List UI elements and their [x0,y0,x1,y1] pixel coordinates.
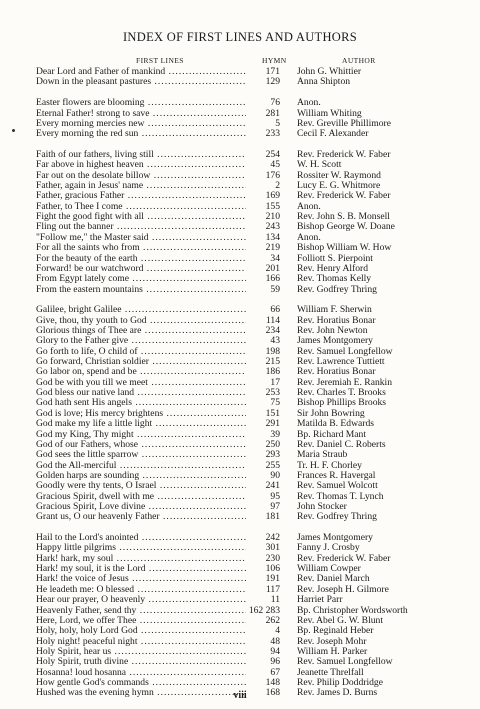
author-name: Anon. [297,200,321,212]
first-line: For the beauty of the earth ..... [36,254,246,264]
index-row [0,347,480,357]
hymn-number: 169 [265,190,280,202]
author-name: Bishop George W. Doane [297,221,395,233]
hymn-number: 94 [270,645,280,657]
index-row [0,191,480,201]
author-name: James Montgomery [297,335,373,347]
index-row [0,430,480,440]
index-group [0,98,480,139]
index-row [0,533,480,543]
author-name: Rev. Frederick W. Faber [297,190,391,202]
hymn-number: 95 [270,490,280,502]
first-line: How gentle God's commands ..... [36,678,246,688]
first-line: God hath sent His angels ..... [36,398,246,408]
index-row [0,129,480,139]
index-row [0,419,480,429]
author-name: Bp. Richard Mant [297,428,367,440]
hymn-number: 230 [265,552,280,564]
author-name: Folliott S. Pierpoint [297,252,373,264]
index-row [0,77,480,87]
first-line: Golden harps are sounding ..... [36,471,246,481]
first-line: For all the saints who from ..... [36,243,246,253]
index-row [0,285,480,295]
hymn-number: 201 [265,262,280,274]
author-name: Rev. Samuel Wolcott [297,480,378,492]
author-name: William F. Sherwin [297,304,372,316]
hymn-number: 2 [275,180,280,192]
author-name: Sir John Bowring [297,407,365,419]
author-name: Bishop William W. How [297,242,392,254]
first-line: Every morning the red sun ..... [36,129,246,139]
author-name: Rev. Lawrence Tuttiett [297,356,385,368]
index-row [0,233,480,243]
index-row [0,461,480,471]
hymn-number: 59 [270,283,280,295]
index-row [0,450,480,460]
hymn-number: 168 [265,687,280,699]
hymn-number: 155 [265,200,280,212]
author-name: Rev. Charles T. Brooks [297,387,386,399]
index-row [0,678,480,688]
hymn-number: 151 [265,407,280,419]
hymn-number: 75 [270,397,280,409]
index-row [0,626,480,636]
hymn-number: 17 [270,376,280,388]
author-name: Jeanette Threlfall [297,666,364,678]
author-name: Rev. Daniel March [297,573,370,585]
index-row [0,554,480,564]
first-line: Happy little pilgrims ..... [36,543,246,553]
index-row [0,564,480,574]
first-line: Down in the pleasant pastures ..... [36,77,246,87]
hymn-number: 67 [270,666,280,678]
index-row [0,160,480,170]
index-row [0,367,480,377]
author-name: Rev. Thomas T. Lynch [297,490,384,502]
index-row [0,150,480,160]
author-name: Rev. Daniel C. Roberts [297,438,386,450]
index-group [0,67,480,88]
first-line: Hosanna! loud hosanna ..... [36,668,246,678]
hymn-number: 191 [265,573,280,585]
index-row [0,254,480,264]
author-name: Lucy E. G. Whitmore [297,180,381,192]
hymn-number: 291 [265,418,280,430]
first-line: Go forward, Christian soldier ..... [36,357,246,367]
index-row [0,512,480,522]
first-line: Hark! the voice of Jesus ..... [36,574,246,584]
first-line: Holy Spirit, hear us ..... [36,647,246,657]
author-name: William Cowper [297,563,361,575]
author-name: Rev. John Newton [297,325,368,337]
index-row [0,274,480,284]
index-row [0,398,480,408]
page-number: viii [233,690,247,701]
index-row [0,585,480,595]
column-headers [0,56,480,66]
index-row [0,305,480,315]
index-row [0,243,480,253]
author-name: John G. Whittier [297,66,362,77]
first-line: Holy Spirit, truth divine ..... [36,657,246,667]
author-name: Rev. John S. B. Monsell [297,211,390,223]
hymn-number: 233 [265,128,280,140]
hymn-number: 106 [265,563,280,575]
first-line: Goodly were thy tents, O Israel ..... [36,481,246,491]
first-line: From Egypt lately come ..... [36,274,246,284]
first-line: Hear our prayer, O heavenly ..... [36,595,246,605]
hymn-number: 96 [270,656,280,668]
author-name: Maria Straub [297,449,348,461]
author-name: Bp. Christopher Wordsworth [297,604,408,616]
hymn-number: 34 [270,252,280,264]
first-line: Faith of our fathers, living still ..... [36,150,246,160]
first-line: God my King, Thy might ..... [36,430,246,440]
first-line: Glory to the Father give ..... [36,336,246,346]
first-line: Holy, holy, holy Lord God ..... [36,626,246,636]
author-name: Rev. Thomas Kelly [297,273,372,285]
hymn-number: 210 [265,211,280,223]
index-row [0,481,480,491]
hymn-number: 198 [265,345,280,357]
hymn-number: 97 [270,500,280,512]
first-line: God make my life a little light ..... [36,419,246,429]
hymn-number: 186 [265,366,280,378]
index-row [0,595,480,605]
author-name: Rev. James D. Burns [297,687,378,699]
author-name: Fanny J. Crosby [297,542,360,554]
first-line: Gracious Spirit, Love divine ..... [36,502,246,512]
index-row [0,647,480,657]
first-line: From the eastern mountains ..... [36,285,246,295]
first-line: God be with you till we meet ..... [36,378,246,388]
first-line: God sees the little sparrow ..... [36,450,246,460]
index-row [0,616,480,626]
author-name: Rev. Frederick W. Faber [297,149,391,161]
first-line: Father, to Thee I come ..... [36,202,246,212]
author-name: Rev. Frederick W. Faber [297,552,391,564]
index-row [0,222,480,232]
hymn-number: 45 [270,159,280,171]
author-name: Rev. Horatius Bonar [297,314,376,326]
hymn-number: 181 [265,511,280,523]
hymn-number: 76 [270,97,280,109]
index-row [0,202,480,212]
first-line: Galilee, bright Galilee ..... [36,305,246,315]
hymn-number: 176 [265,169,280,181]
author-name: Rossiter W. Raymond [297,169,381,181]
index-row [0,502,480,512]
page-title: INDEX OF FIRST LINES AND AUTHORS [122,30,358,44]
index-row [0,336,480,346]
first-line: Father, gracious Father ..... [36,191,246,201]
first-line: Holy night! peaceful night ..... [36,637,246,647]
hymn-number: 90 [270,469,280,481]
hymn-number: 11 [270,594,280,606]
author-name: James Montgomery [297,532,373,544]
index-row [0,388,480,398]
header-first-lines: FIRST LINES [136,56,184,65]
hymn-number: 114 [265,314,280,326]
index-group [0,305,480,522]
hymn-number: 254 [265,149,280,161]
index-row [0,440,480,450]
hymn-number: 148 [265,676,280,688]
hymn-number: 117 [265,583,280,595]
author-name: Bishop Phillips Brooks [297,397,387,409]
author-name: Rev. Samuel Longfellow [297,345,393,357]
hymn-number: 281 [265,107,280,119]
hymn-number: 243 [265,221,280,233]
hymn-number: 241 [265,480,280,492]
hymn-number: 5 [275,117,280,129]
first-line: Fling out the banner ..... [36,222,246,232]
index-row [0,326,480,336]
author-name: Frances R. Havergal [297,469,376,481]
hymn-number: 166 [265,273,280,285]
index-row [0,212,480,222]
index-group [0,150,480,295]
index-row [0,574,480,584]
index-row [0,119,480,129]
index-row [0,471,480,481]
first-line: Every morning mercies new ..... [36,119,246,129]
first-line: Dear Lord and Father of mankind ..... [36,67,246,77]
header-author: AUTHOR [342,56,376,65]
first-line: Father, again in Jesus' name ..... [36,181,246,191]
author-name: Rev. Horatius Bonar [297,366,376,378]
hymn-number: 43 [270,335,280,347]
author-name: Rev. Greville Phillimore [297,117,391,129]
hymn-number: 293 [265,449,280,461]
hymn-number: 129 [265,76,280,88]
author-name: Matilda B. Edwards [297,418,375,430]
index-group [0,533,480,699]
author-name: Anon. [297,231,321,243]
index-row [0,171,480,181]
hymn-number: 234 [265,325,280,337]
first-line: Hark! my soul, it is the Lord ..... [36,564,246,574]
author-name: Rev. Godfrey Thring [297,511,377,523]
index-row [0,109,480,119]
first-line: Glorious things of Thee are ..... [36,326,246,336]
author-name: William H. Parker [297,645,368,657]
first-line: Gracious Spirit, dwell with me ..... [36,492,246,502]
first-line: Give, thou, thy youth to God ..... [36,316,246,326]
first-line: "Follow me," the Master said ..... [36,233,246,243]
first-line: Go labor on, spend and be ..... [36,367,246,377]
hymn-number: 134 [265,231,280,243]
first-line: Go forth to life, O child of ..... [36,347,246,357]
hymn-number: 219 [265,242,280,254]
first-line: He leadeth me: O blessed ..... [36,585,246,595]
hymn-number: 39 [270,428,280,440]
index-row [0,606,480,616]
hymn-number: 301 [265,542,280,554]
first-line: Hail to the Lord's anointed ..... [36,533,246,543]
first-line: Hark! hark, my soul ..... [36,554,246,564]
author-name: Rev. Godfrey Thring [297,283,377,295]
author-name: W. H. Scott [297,159,342,171]
author-name: John Stocker [297,500,347,512]
first-line: Fight the good fight with all ..... [36,212,246,222]
author-name: Rev. Joseph H. Gilmore [297,583,389,595]
index-row [0,543,480,553]
first-line: Here, Lord, we offer Thee ..... [36,616,246,626]
hymn-number: 4 [275,625,280,637]
index-row [0,492,480,502]
author-name: Rev. Philip Doddridge [297,676,383,688]
index-row [0,98,480,108]
author-name: Bp. Reginald Heber [297,625,374,637]
author-name: Anon. [297,97,321,109]
hymn-number: 262 [265,614,280,626]
hymn-number: 48 [270,635,280,647]
first-line: God the All-merciful ..... [36,461,246,471]
author-name: Rev. Jeremiah E. Rankin [297,376,393,388]
index-row [0,378,480,388]
index-row [0,181,480,191]
author-name: Rev. Henry Alford [297,262,369,274]
hymn-number: 253 [265,387,280,399]
first-line: Heavenly Father, send thy ..... [36,606,246,616]
first-line: God bless our native land ..... [36,388,246,398]
hymn-number: 171 [265,66,280,77]
first-line: Forward! be our watchword ..... [36,264,246,274]
first-line: Far above in highest heaven ..... [36,160,246,170]
first-line: Hushed was the evening hymn ..... [36,688,246,698]
author-name: Rev. Joseph Mohr [297,635,367,647]
hymn-number: 66 [270,304,280,316]
first-line: Easter flowers are blooming ..... [36,98,246,108]
hymn-number: 162 283 [248,604,280,616]
index-row [0,357,480,367]
index-row [0,668,480,678]
index-row [0,657,480,667]
author-name: William Whiting [297,107,362,119]
header-hymn: HYMN [262,56,287,65]
first-line: Far out on the desolate billow ..... [36,171,246,181]
index-row [0,637,480,647]
index-row [0,409,480,419]
index-row [0,316,480,326]
index-entries [0,67,480,709]
index-row [0,264,480,274]
first-line: God of our Fathers, whose ..... [36,440,246,450]
hymn-number: 250 [265,438,280,450]
author-name: Rev. Abel G. W. Blunt [297,614,383,626]
author-name: Cecil F. Alexander [297,128,369,140]
index-row [0,67,480,77]
hymn-number: 215 [265,356,280,368]
first-line: Eternal Father! strong to save ..... [36,109,246,119]
first-line: God is love; His mercy brightens ..... [36,409,246,419]
author-name: Harriet Parr [297,594,343,606]
author-name: Tr. H. F. Chorley [297,459,362,471]
first-line: Grant us, O our heavenly Father ..... [36,512,246,522]
author-name: Anna Shipton [297,76,351,88]
hymn-number: 255 [265,459,280,471]
hymn-number: 242 [265,532,280,544]
author-name: Rev. Samuel Longfellow [297,656,393,668]
